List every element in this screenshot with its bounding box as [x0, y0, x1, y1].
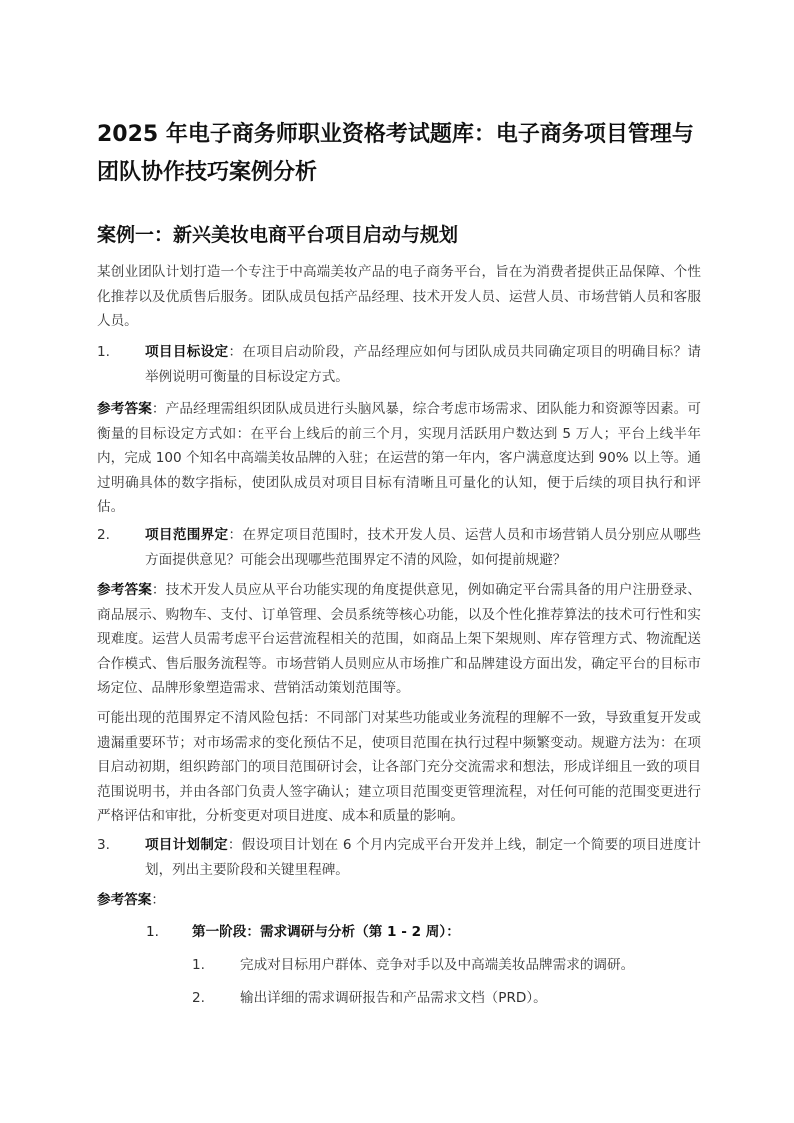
- question-number: 2.: [97, 527, 110, 543]
- section-heading: 案例一：新兴美妆电商平台项目启动与规划: [97, 224, 459, 246]
- phase-1: [146, 920, 701, 945]
- question-text: ：在界定项目范围时，技术开发人员、运营人员和市场营销人员分别应从哪些方面提供意见？可能会出现哪些范围界定不清的风险，如何提前规避？: [145, 527, 702, 568]
- question-text: ：在项目启动阶段，产品经理应如何与团队成员共同确定项目的明确目标？请举例说明可衡量的目标设定方式。: [145, 344, 702, 385]
- question-text: ：假设项目计划在 6 个月内完成平台开发并上线，制定一个简要的项目进度计划，列出主要阶段和关键里程碑。: [145, 837, 702, 878]
- question-number: 1.: [97, 344, 110, 360]
- answer-label: 参考答案: [97, 582, 152, 598]
- question-label: 项目范围界定: [145, 527, 229, 543]
- answer-text: ：产品经理需组织团队成员进行头脑风暴，综合考虑市场需求、团队能力和资源等因素。可衡量的目标设定方式如：在平台上线后的前三个月，实现月活跃用户数达到 5 万人；平台上线半年内，完成 100 个知名中高端美妆品牌的入驻；在运营的第一年内，客户满意度达到 90% 以上等。通过明确具体的数字指标，使团队成员对项目目标有清晰且可量化的认知，便于后续的项目执行和评估。: [97, 401, 701, 515]
- answer-2: [97, 578, 701, 701]
- item-text: 完成对目标用户群体、竞争对手以及中高端美妆品牌需求的调研。: [240, 957, 635, 973]
- question-label: 项目计划制定: [145, 837, 228, 853]
- question-1: [97, 340, 701, 389]
- question-3: [97, 833, 701, 882]
- document-title: 2025 年电子商务师职业资格考试题库：电子商务项目管理与团队协作技巧案例分析: [97, 122, 694, 185]
- item-number: 1.: [192, 957, 205, 973]
- question-2: [97, 523, 701, 572]
- answer-2-risks: 可能出现的范围界定不清风险包括：不同部门对某些功能或业务流程的理解不一致，导致重复开发或遗漏重要环节；对市场需求的变化预估不足，使项目范围在执行过程中频繁变动。规避方法为：在项目启动初期，组织跨部门的项目范围研讨会，让各部门充分交流需求和想法，形成详细且一致的项目范围说明书，并由各部门负责人签字确认；建立项目范围变更管理流程，对任何可能的范围变更进行严格评估和审批，分析变更对项目进度、成本和质量的影响。: [97, 710, 701, 824]
- answer-label: 参考答案: [97, 401, 152, 417]
- item-text: 输出详细的需求调研报告和产品需求文档（PRD）。: [240, 990, 547, 1006]
- intro-paragraph: 某创业团队计划打造一个专注于中高端美妆产品的电子商务平台，旨在为消费者提供正品保障、个性化推荐以及优质售后服务。团队成员包括产品经理、技术开发人员、运营人员、市场营销人员和客服人员。: [97, 264, 701, 329]
- phase-number: 1.: [146, 924, 159, 940]
- phase-title: 第一阶段：需求调研与分析（第 1 - 2 周）：: [192, 924, 460, 940]
- question-label: 项目目标设定: [145, 344, 229, 360]
- question-number: 3.: [97, 837, 110, 853]
- phase-1-item: [192, 953, 701, 978]
- item-number: 2.: [192, 990, 205, 1006]
- answer-text: ：: [151, 892, 165, 908]
- answer-label: 参考答案: [97, 892, 152, 908]
- answer-3: [97, 888, 701, 913]
- phase-1-item: [192, 986, 701, 1011]
- answer-text: ：技术开发人员应从平台功能实现的角度提供意见，例如确定平台需具备的用户注册登录、商品展示、购物车、支付、订单管理、会员系统等核心功能，以及个性化推荐算法的技术可行性和实现难度。运营人员需考虑平台运营流程相关的范围，如商品上架下架规则、库存管理方式、物流配送合作模式、售后服务流程等。市场营销人员则应从市场推广和品牌建设方面出发，确定平台的目标市场定位、品牌形象塑造需求、营销活动策划范围等。: [97, 582, 701, 696]
- answer-1: [97, 397, 701, 520]
